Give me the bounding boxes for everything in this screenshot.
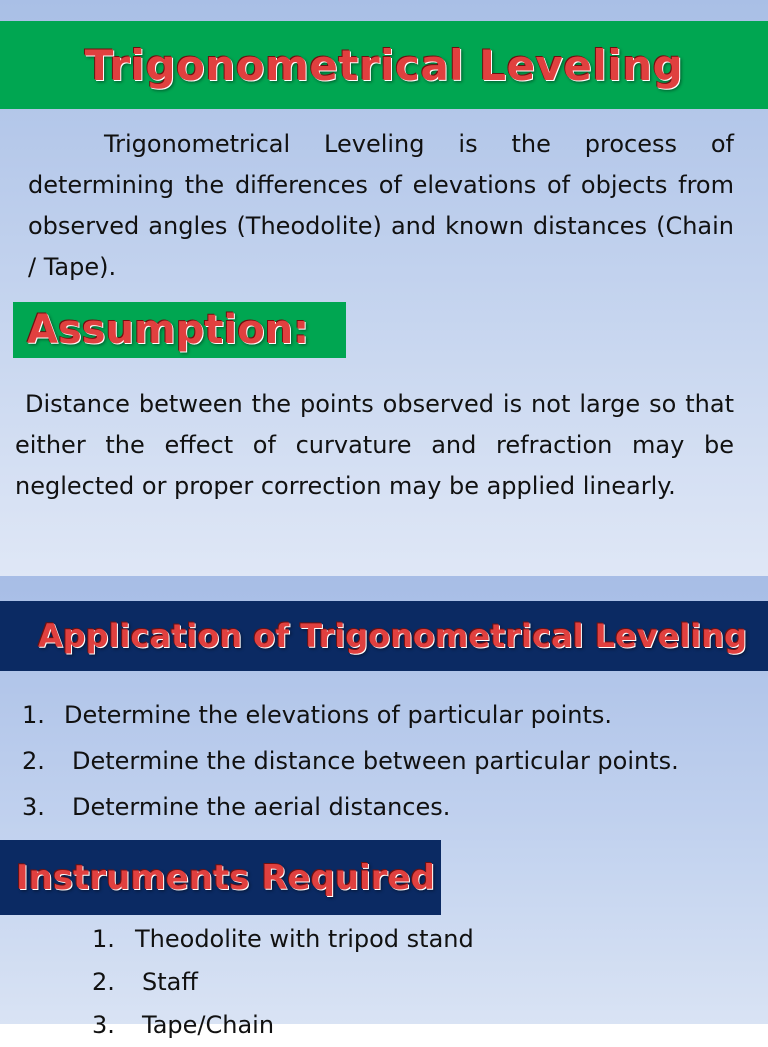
slide-title: Trigonometrical Leveling bbox=[84, 40, 684, 90]
instruments-heading: Instruments Required bbox=[16, 857, 435, 898]
list-item bbox=[92, 1004, 474, 1047]
list-number: 2. bbox=[22, 747, 45, 775]
list-number: 3. bbox=[92, 1011, 115, 1039]
title-banner bbox=[0, 21, 768, 109]
instruments-banner bbox=[0, 840, 441, 915]
list-text: Tape/Chain bbox=[142, 1011, 275, 1039]
assumption-paragraph: Distance between the points observed is not large so that either the effect of curvature and refraction may be neglected or proper correction may be applied linearly. bbox=[15, 390, 734, 500]
list-item bbox=[92, 961, 474, 1004]
list-number: 3. bbox=[22, 793, 45, 821]
list-item bbox=[92, 918, 474, 961]
instruments-list bbox=[92, 918, 474, 1047]
application-banner bbox=[0, 601, 768, 671]
list-text: Staff bbox=[142, 968, 198, 996]
list-text: Theodolite with tripod stand bbox=[135, 925, 474, 953]
list-number: 1. bbox=[22, 701, 45, 729]
list-text: Determine the aerial distances. bbox=[72, 793, 451, 821]
list-text: Determine the elevations of particular points. bbox=[64, 701, 613, 729]
list-item bbox=[22, 738, 679, 784]
assumption-banner bbox=[13, 302, 346, 358]
application-heading: Application of Trigonometrical Leveling bbox=[38, 617, 748, 655]
list-number: 2. bbox=[92, 968, 115, 996]
list-text: Determine the distance between particular points. bbox=[72, 747, 679, 775]
list-item bbox=[22, 784, 679, 830]
slide-applications-instruments bbox=[0, 576, 768, 1039]
assumption-heading: Assumption: bbox=[27, 307, 310, 353]
application-list bbox=[22, 692, 679, 830]
intro-paragraph: Trigonometrical Leveling is the process of determining the differences of elevations of objects from observed angles (Theodolite) and known distances (Chain / Tape). bbox=[28, 130, 734, 281]
list-number: 1. bbox=[92, 925, 115, 953]
list-item bbox=[22, 692, 679, 738]
